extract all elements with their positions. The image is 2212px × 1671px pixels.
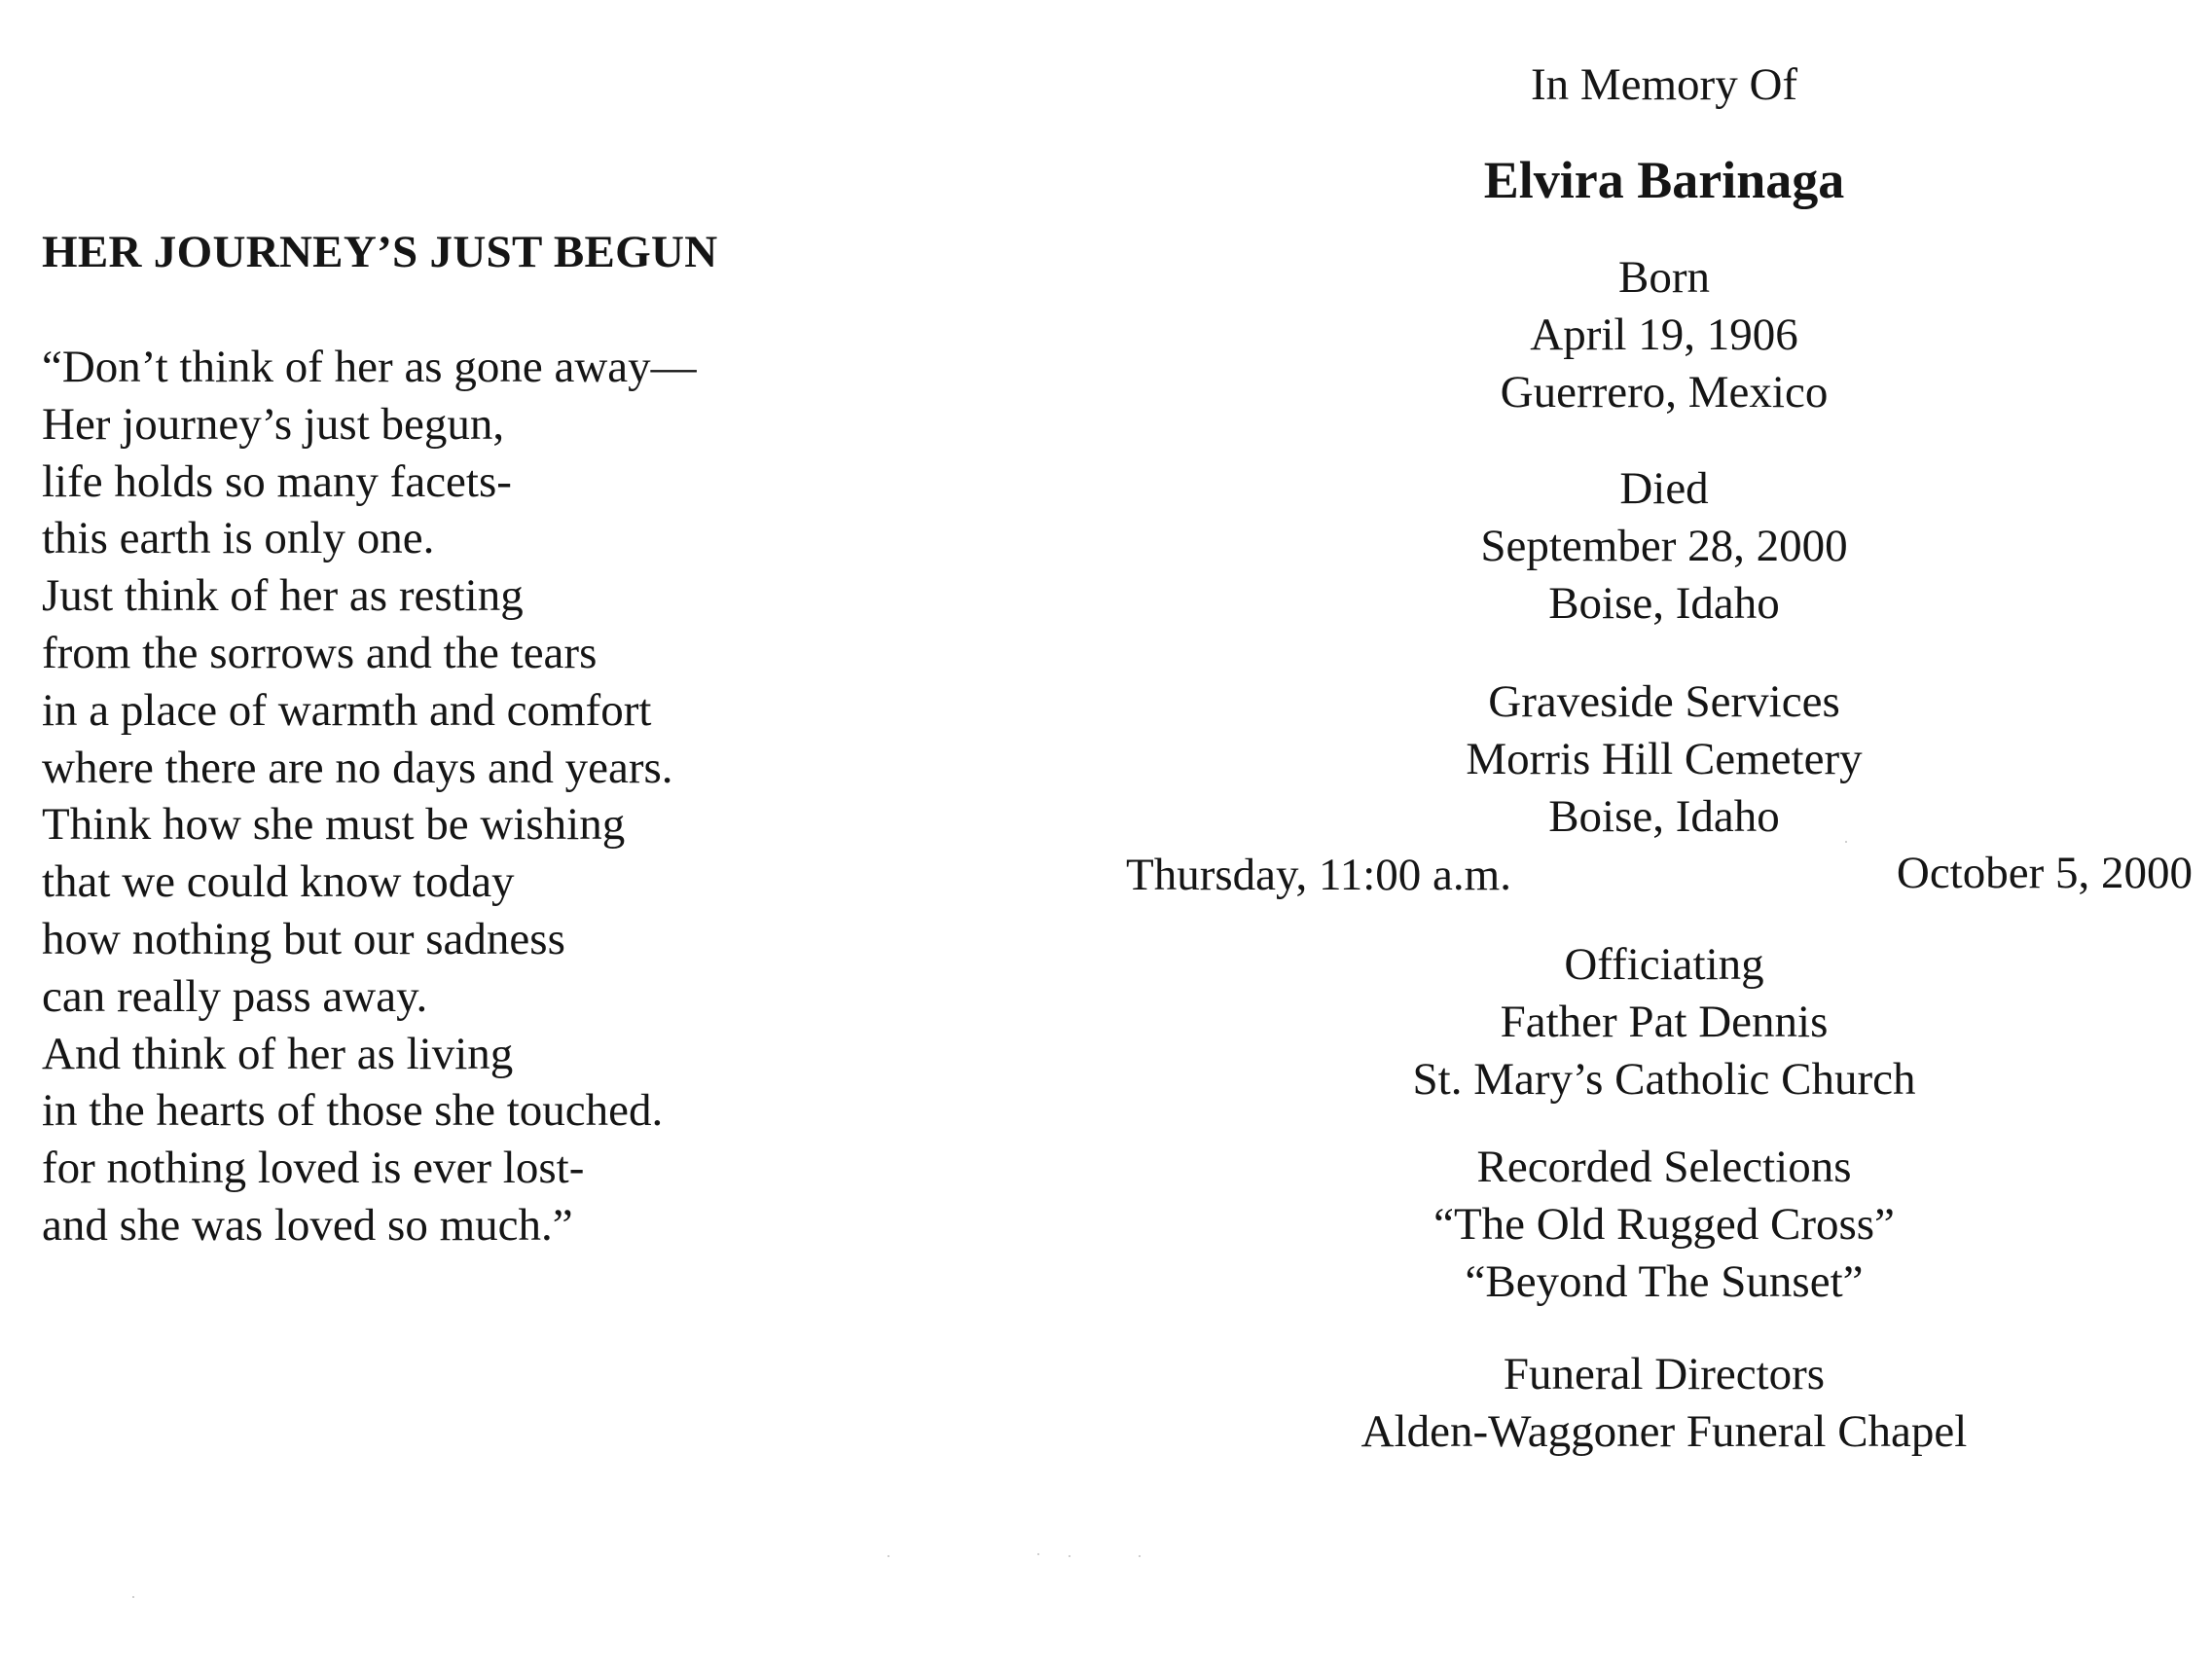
service-date: October 5, 2000 bbox=[1896, 848, 2193, 898]
poem-line: and she was loved so much.” bbox=[42, 1199, 573, 1251]
poem-line: this earth is only one. bbox=[42, 513, 435, 564]
born-label: Born bbox=[1618, 252, 1710, 303]
church-name: St. Mary’s Catholic Church bbox=[1412, 1054, 1916, 1105]
deceased-name: Elvira Barinaga bbox=[1483, 151, 1845, 209]
died-section bbox=[1129, 460, 2199, 633]
funeral-directors-section bbox=[1129, 1346, 2199, 1461]
poem-body bbox=[42, 339, 697, 1254]
born-section bbox=[1129, 249, 2199, 421]
poem-line: life holds so many facets- bbox=[42, 455, 512, 507]
poem-line: Think how she must be wishing bbox=[42, 799, 626, 851]
scan-speck bbox=[888, 1555, 889, 1557]
graveside-label: Graveside Services bbox=[1488, 676, 1840, 727]
poem-line: in a place of warmth and comfort bbox=[42, 684, 652, 736]
scan-speck bbox=[1845, 841, 1847, 843]
deceased-name-block bbox=[1129, 148, 2199, 212]
officiating-label: Officiating bbox=[1564, 939, 1764, 990]
poem-line: where there are no days and years. bbox=[42, 742, 673, 793]
recorded-selection: “Beyond The Sunset” bbox=[1465, 1256, 1864, 1307]
graveside-location: Morris Hill Cemetery bbox=[1466, 734, 1863, 784]
scan-speck bbox=[132, 1596, 134, 1598]
officiant-name: Father Pat Dennis bbox=[1500, 997, 1829, 1047]
poem-line: for nothing loved is ever lost- bbox=[42, 1143, 585, 1194]
recorded-selections-label: Recorded Selections bbox=[1476, 1142, 1852, 1192]
officiating-section bbox=[1129, 936, 2199, 1108]
scan-speck bbox=[1037, 1553, 1039, 1555]
born-place: Guerrero, Mexico bbox=[1500, 367, 1829, 418]
died-date: September 28, 2000 bbox=[1480, 521, 1848, 571]
died-label: Died bbox=[1619, 463, 1709, 514]
graveside-place: Boise, Idaho bbox=[1548, 791, 1780, 842]
funeral-directors-name: Alden-Waggoner Funeral Chapel bbox=[1360, 1406, 1968, 1457]
scan-speck bbox=[1139, 1555, 1141, 1557]
born-date: April 19, 1906 bbox=[1530, 309, 1798, 360]
poem-line: in the hearts of those she touched. bbox=[42, 1085, 664, 1137]
poem-line: Just think of her as resting bbox=[42, 570, 524, 622]
scan-speck bbox=[1069, 1555, 1070, 1557]
graveside-section bbox=[1129, 673, 2199, 846]
poem-title: HER JOURNEY’S JUST BEGUN bbox=[42, 227, 718, 277]
poem-line: that we could know today bbox=[42, 856, 515, 908]
poem-line: from the sorrows and the tears bbox=[42, 627, 598, 678]
service-time: Thursday, 11:00 a.m. bbox=[1126, 850, 1511, 900]
memory-heading: In Memory Of bbox=[1530, 59, 1798, 110]
poem-line: can really pass away. bbox=[42, 970, 428, 1022]
funeral-directors-label: Funeral Directors bbox=[1503, 1349, 1826, 1399]
recorded-selection: “The Old Rugged Cross” bbox=[1433, 1199, 1895, 1250]
poem-line: And think of her as living bbox=[42, 1028, 514, 1079]
died-place: Boise, Idaho bbox=[1548, 578, 1780, 629]
memory-heading-block bbox=[1129, 56, 2199, 114]
poem-line: “Don’t think of her as gone away— bbox=[42, 342, 697, 392]
poem-line: Her journey’s just begun, bbox=[42, 398, 505, 450]
recorded-selections-section bbox=[1129, 1139, 2199, 1311]
poem-line: how nothing but our sadness bbox=[42, 913, 565, 964]
